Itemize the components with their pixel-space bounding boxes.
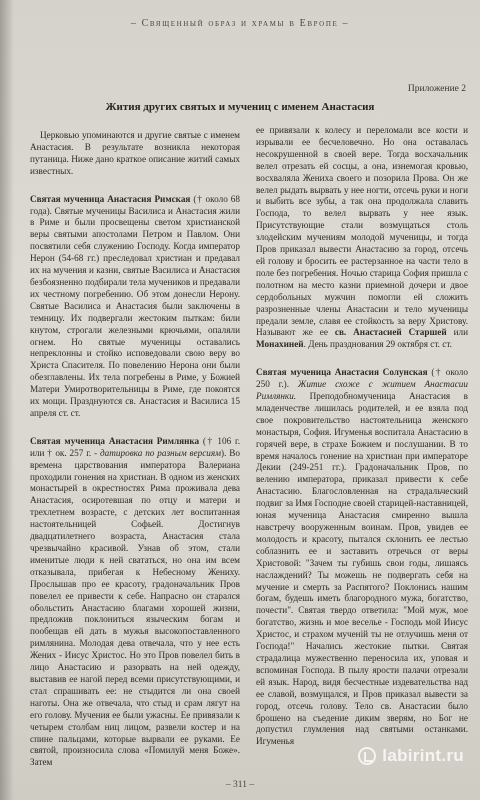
left-column — [30, 130, 240, 769]
section-body-rimlyanka: Во времена царствования императора Валериана проходили гонения на христиан. В одном из женских монастырей в окрестностях Рима проживала дева Анастасия, осиротевшая по отцу и матери и трехлетнем возрасте, с детских лет воспитанная настоятельницей Софьей. Достигнув двадцатилетнего возраста, Анастасия стала чрезвычайно красивой. Узнав об этом, стали именитые люди к ней свататься, но она им всем отказывала, прибегая к Небесному Жениху. Прослышав про ее красоту, градоначальник Пров повелел ее привести к себе. Напрасно он старался обольстить Анастасию благами хорошей жизни, предложив поклониться языческим богам и пообещав ей дать в мужья высокопоставленного римлянина. Молодая дева отвечала, что у нее есть Жених - Иисус Христос. Но это Пров повелел бить в лицо Анастасию и разорвать на ней одежду, выставив ее нагой перед всеми присутствующими, и стал спрашивать ее: не стыдится ли она своей наготы. Она же отвечала, что стыд и срам лягут на его голову. Мучения ее были ужасны. Ее привязали к четырем столбам ниц лицом, развели костер и на спине пальцами, которые вырвали ее руками. Ее святой, произносила слова «Помилуй меня Боже». Затем — [30, 447, 240, 768]
running-head: – Священный образ и храмы в Европе – — [130, 18, 350, 29]
page-title: Жития других святых и мучениц с именем Анастасия — [105, 101, 375, 113]
section-dates-end-rimlyanka: ). — [221, 447, 230, 458]
watermark-text: labirint.ru — [382, 746, 464, 765]
name-elder: св. Анастасией Старшей — [334, 327, 447, 338]
section-heading-rimlyanka: Святая мученица Анастасия Римлянка — [30, 435, 200, 446]
section-dates-note-rimlyanka: датировка по разным версиям — [100, 447, 222, 458]
section-dates-solunskaya: († около 250 г.). — [256, 367, 468, 390]
appendix-label: Приложение 2 — [407, 84, 466, 94]
continuation-or: или — [446, 327, 469, 338]
continuation-text: ее привязали к колесу и переломали все кости и изрывали ее бесчеловечно. Но она оставалась несокрушенной в своей вере. Тогда восхачальник велел отрезать ей сосцы, а она, изнемогая кровью, восхваляла Жениха своего и позорила Прова. Он же велел рыдать вырвать у нее ногти, отсечь руки и ноги и выбить все зубы, а так она продолжала славить Господа, то велел вырвать у нее язык. Присутствующие стали возмущаться столь злодейским мучениям молодой мученицы, и тогда Пров приказал вывести Анастасию за город, отсечь ей голову и бросить ее растерзанное на части тело в поле без погребения. Ночью старица София пришла с полотном на место казни приемной дочери и двое сердобольных мужчин помогли ей сложить разрозненные члены Анастасии и тело мученицы предали земле, славя ее стойкость за веру Христову. Называют же ее — [256, 125, 468, 338]
section-rimlyanka — [30, 436, 240, 769]
section-body-roman: Святые мученицы Василиса и Анастасия жили в Риме и были просвещены светом христианской веры святыми апостолами Петром и Павлом. Они посвятили себя служению Господу. Когда император Нерон (54-68 гг.) преследовал христиан и предавал их на мучения и казни, святые Василиса и Анастасия безбоязненно подбирали тела мучеников и предавали их честному погребению. Об этом донесли Нерону. Святые Василиса и Анастасия были заключены в темницу. Их подвергали жестоким пыткам: били кнутом, строгали железными крючьями, опаляли огнем. Но святые мученицы оставались непреклонны и стойко исповедовали свою веру во Христа Спасителя. По повелению Нерона они были обезглавлены. Их тела погребены в Риме, у Божией Матери Умиротворительницы в Риме, где покоятся их мощи. Празднуются св. Анастасия и Василиса 15 апреля ст. ст. — [30, 205, 240, 418]
name-nun: Монахиней — [256, 339, 304, 350]
intro-paragraph: Церковью упоминаются и другие святые с именем Анастасия. В результате возникла некоторая путаница. Ниже дано краткое описание житий самых известных. — [30, 130, 240, 176]
section-heading-roman: Святая мученица Анастасия Римская — [30, 193, 191, 204]
section-dates-rimlyanka: († 106 г. или † ок. 257 г. - — [30, 435, 240, 458]
section-note-solunskaya: Житие схоже с житием Анастасии Римлянки. — [256, 379, 468, 402]
section-dates-roman: († около 68 года). — [30, 193, 240, 216]
section-roman — [30, 194, 240, 420]
continuation-paragraph — [256, 125, 468, 351]
right-column — [256, 125, 468, 748]
section-heading-solunskaya: Святая мученица Анастасия Солунская — [256, 367, 428, 378]
section-solunskaya — [256, 367, 468, 748]
labirint-logo-icon — [358, 747, 376, 765]
page-number: – 311 – — [225, 780, 255, 790]
section-body-solunskaya: Преподобномученица Анастасия в младенчестве лишилась родителей, и ее взяла под свое покровительство настоятельница женского монастыря, София. Игуменья воспитала Анастасию в горячей вере, в страхе Божием и послушании. В то время началось гонение на христиан при императоре Декии (249-251 гг.). Градоначальник Пров, по велению императора, приказал привести к себе Анастасию. Благословленная на страдальческий подвиг за Имя Господне своей старицей-наставницей, юная мученица Анастасия смиренно вышла навстречу вооруженным воинам. Пров, увидев ее молодость и красоту, пытался склонить ее лестью соблазнить ее и заставить отречься от веры Христовой: "Зачем ты губишь свои годы, лишаясь наслаждений? Ты можешь не подвергать себя на мучение и смерть за Распятого? Поклонись нашим богам, будешь иметь благородного мужа, богатство, почести". Святая твердо ответила: "Мой муж, мое богатство, жизнь и мое веселье - Господь мой Иисус Христос, и страхом мученій ты не отлучишь меня от Господа!" Начались жестокие пытки. Святая страдалица мужественно переносила их, уповая и вспоминая Господа. В пылу ярости палачи отрезали ей язык. Народ, видя бесчестные издевательства над ее славой, возмущался, и Пров приказал вывести за город, отсечь голову. Тело св. Анастасии было брошено на съедение диким зверям, но Бог не допустил глумления над святыми останками. Игуменья — [256, 391, 468, 747]
feast-day-text: . День празднования 29 октября ст. ст. — [303, 339, 452, 350]
page-gutter-shadow — [0, 0, 14, 800]
watermark — [358, 746, 464, 766]
